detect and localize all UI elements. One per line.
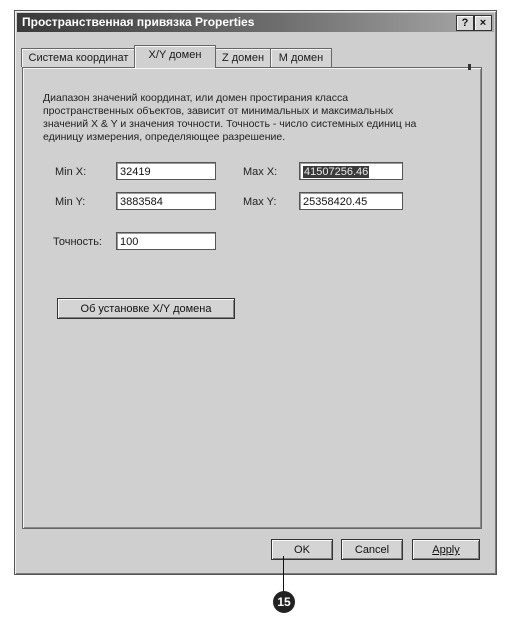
max-y-label: Max Y: [243,196,277,208]
help-button[interactable]: ? [456,15,474,31]
callout-number-badge: 15 [273,591,295,613]
precision-field[interactable]: 100 [116,232,216,250]
xy-domain-panel [22,67,482,529]
min-y-label: Min Y: [55,196,86,208]
domain-description: Диапазон значений координат, или домен простирания класса пространственных объектов, зависит от минимальных и максимальных значений X & Y и значения точности. Точность - число системных единиц на единицу измерения, определяющее разрешение. [43,92,417,143]
max-x-field[interactable] [299,162,403,180]
max-x-selected-value: 41507256.46 [304,166,369,178]
tab-strip [21,45,486,67]
max-x-label: Max X: [243,166,278,178]
panel-edge-mark [468,64,471,70]
apply-button[interactable]: Apply [412,539,480,560]
properties-dialog [14,10,497,575]
ok-button[interactable]: OK [271,539,333,560]
close-button[interactable]: × [474,15,492,31]
tab-m-domain[interactable]: M домен [270,48,332,67]
min-y-field[interactable]: 3883584 [116,192,216,210]
min-x-field[interactable]: 32419 [116,162,216,180]
callout-pointer-line [283,556,284,592]
tab-xy-domain[interactable]: X/Y домен [134,45,216,68]
tab-coordinate-system[interactable]: Система координат [21,48,136,67]
max-y-field[interactable]: 25358420.45 [299,192,403,210]
title-bar[interactable] [17,13,494,32]
about-xy-domain-button[interactable]: Об установке X/Y домена [57,298,235,319]
cancel-button[interactable]: Cancel [341,539,403,560]
min-x-label: Min X: [55,166,87,178]
precision-label: Точность: [53,236,102,248]
window-title: Пространственная привязка Properties [22,15,255,29]
tab-z-domain[interactable]: Z домен [214,48,272,67]
